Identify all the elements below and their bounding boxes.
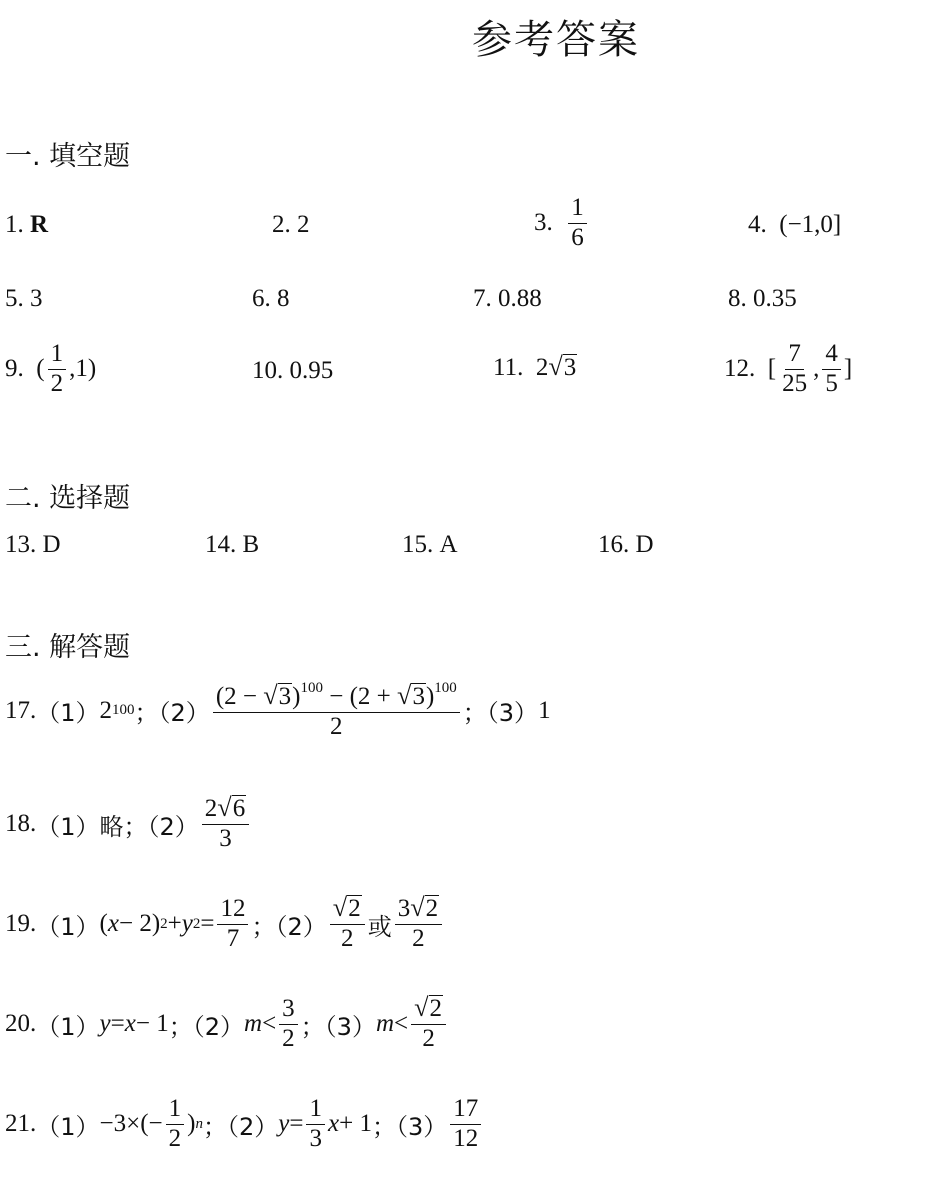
answer-value: 8 (277, 285, 290, 312)
power-base: 2 (99, 696, 113, 724)
question-number: 18. (5, 810, 37, 838)
open-bracket: [ (767, 355, 777, 383)
answer-q5 (5, 285, 43, 313)
answer-q16 (598, 531, 654, 559)
part-separator: ；（3） (371, 1112, 448, 1141)
question-number: 14. (205, 531, 237, 558)
answer-q2 (272, 211, 310, 239)
coefficient: 2 (535, 354, 549, 381)
part-separator: ；（3） (300, 1012, 376, 1041)
question-number: 2. (272, 211, 291, 238)
fraction: 3 2 (279, 995, 298, 1054)
answer-value: 3 (30, 285, 43, 312)
answer-q19: 19. （1） ( x − 2) 2 + y 2 = $\frac{12}{7}$ ；（2） √ 2 2 或 3 √ 2 2 (5, 895, 445, 954)
fraction: 1 2 (48, 340, 67, 399)
fraction: $\frac{1}{3}$ (306, 1095, 325, 1154)
question-number: 8. (728, 285, 747, 312)
answer-value: 0.88 (498, 285, 542, 312)
answer-q21: 21. （1） −3×(− $\frac{1}{2}$ ) n ；（2） y = $\frac{1}{3}$ x + 1 ；（3） 17 12 (5, 1095, 484, 1154)
answer-value: 2 (297, 211, 310, 238)
answer-value: (−1,0] (779, 211, 842, 238)
answer-q10 (252, 357, 333, 385)
question-number: 15. (402, 531, 434, 558)
answer-q15 (402, 531, 458, 559)
close-bracket: ] (843, 355, 853, 383)
section-heading-fill: 一. 填空题 (5, 141, 131, 172)
fraction: $\frac{12}{7}$ (217, 895, 248, 954)
question-number: 4. (748, 211, 767, 238)
answer-value: D (42, 531, 61, 558)
question-number: 13. (5, 531, 37, 558)
answer-q4 (748, 211, 841, 239)
or-word: 或 (367, 912, 392, 941)
sqrt: √ 3 (548, 352, 577, 382)
fraction: √ 2 2 (330, 895, 365, 954)
fraction: 17 12 (450, 1095, 481, 1154)
answer-value: 1 (538, 696, 551, 724)
power-exponent: 100 (112, 702, 135, 719)
fraction: (2 − √ 3 )$^{100}$ − (2 + √ 3 )$^{100}$ 2 (213, 680, 460, 742)
answer-q18 (5, 795, 252, 854)
interval-rest: ,1) (69, 355, 97, 383)
question-number: 10. (252, 357, 284, 384)
part-separator: ；（3） (462, 699, 539, 728)
answer-q13 (5, 531, 61, 559)
answer-value: A (439, 531, 458, 558)
part-separator: ；（2） (251, 912, 327, 941)
part-label: （1）略；（2） (36, 812, 199, 841)
part-label: （1） (36, 1112, 100, 1141)
answer-q9 (5, 340, 96, 399)
answer-q3 (534, 194, 590, 253)
fraction: 3 √ 2 2 (395, 895, 442, 954)
part-label: （1） (36, 1012, 100, 1041)
answer-value: R (30, 211, 49, 238)
section-heading-choice: 二. 选择题 (5, 483, 131, 514)
part-label: （1） (36, 699, 100, 728)
question-number: 7. (473, 285, 492, 312)
part-separator: ；（2） (202, 1112, 279, 1141)
question-number: 21. (5, 1110, 37, 1138)
page-title: 参考答案 (472, 17, 640, 63)
question-number: 3. (534, 209, 553, 237)
answer-q11 (493, 354, 577, 382)
answer-q8 (728, 285, 797, 313)
question-number: 6. (252, 285, 271, 312)
answer-q20: 20. （1） y = x − 1 ；（2） m < 3 2 ；（3） m < √ 2 2 (5, 995, 449, 1054)
answer-q6 (252, 285, 290, 313)
answer-q12 (724, 340, 852, 399)
answer-q17 (5, 680, 551, 742)
question-number: 16. (598, 531, 630, 558)
question-number: 1. (5, 211, 24, 238)
comma: , (813, 355, 820, 383)
fraction: $\frac{1}{2}$ (166, 1095, 185, 1154)
part-label: （1） (36, 912, 100, 941)
fraction: 7 25 (782, 340, 808, 397)
answer-q1 (5, 211, 48, 239)
part-separator: ；（2） (168, 1012, 244, 1041)
question-number: 9. (5, 355, 24, 383)
section-heading-answer: 三. 解答题 (5, 632, 131, 663)
answer-q14 (205, 531, 259, 559)
question-number: 19. (5, 910, 37, 938)
answer-value: 0.95 (289, 357, 334, 384)
question-number: 20. (5, 1010, 37, 1038)
fraction: 1 6 (568, 194, 587, 253)
question-number: 11. (493, 354, 524, 381)
fraction: 2 √ 6 3 (202, 795, 249, 854)
question-number: 12. (724, 355, 756, 383)
fraction: √ 2 2 (411, 995, 446, 1054)
answer-value: 0.35 (753, 285, 797, 312)
answer-q7 (473, 285, 542, 313)
answer-value: B (242, 531, 260, 558)
part-separator: ；（2） (134, 699, 210, 728)
fraction: 4 5 (822, 340, 841, 399)
question-number: 17. (5, 696, 37, 724)
answer-value: D (635, 531, 654, 558)
question-number: 5. (5, 285, 24, 312)
open-paren: ( (36, 355, 45, 383)
